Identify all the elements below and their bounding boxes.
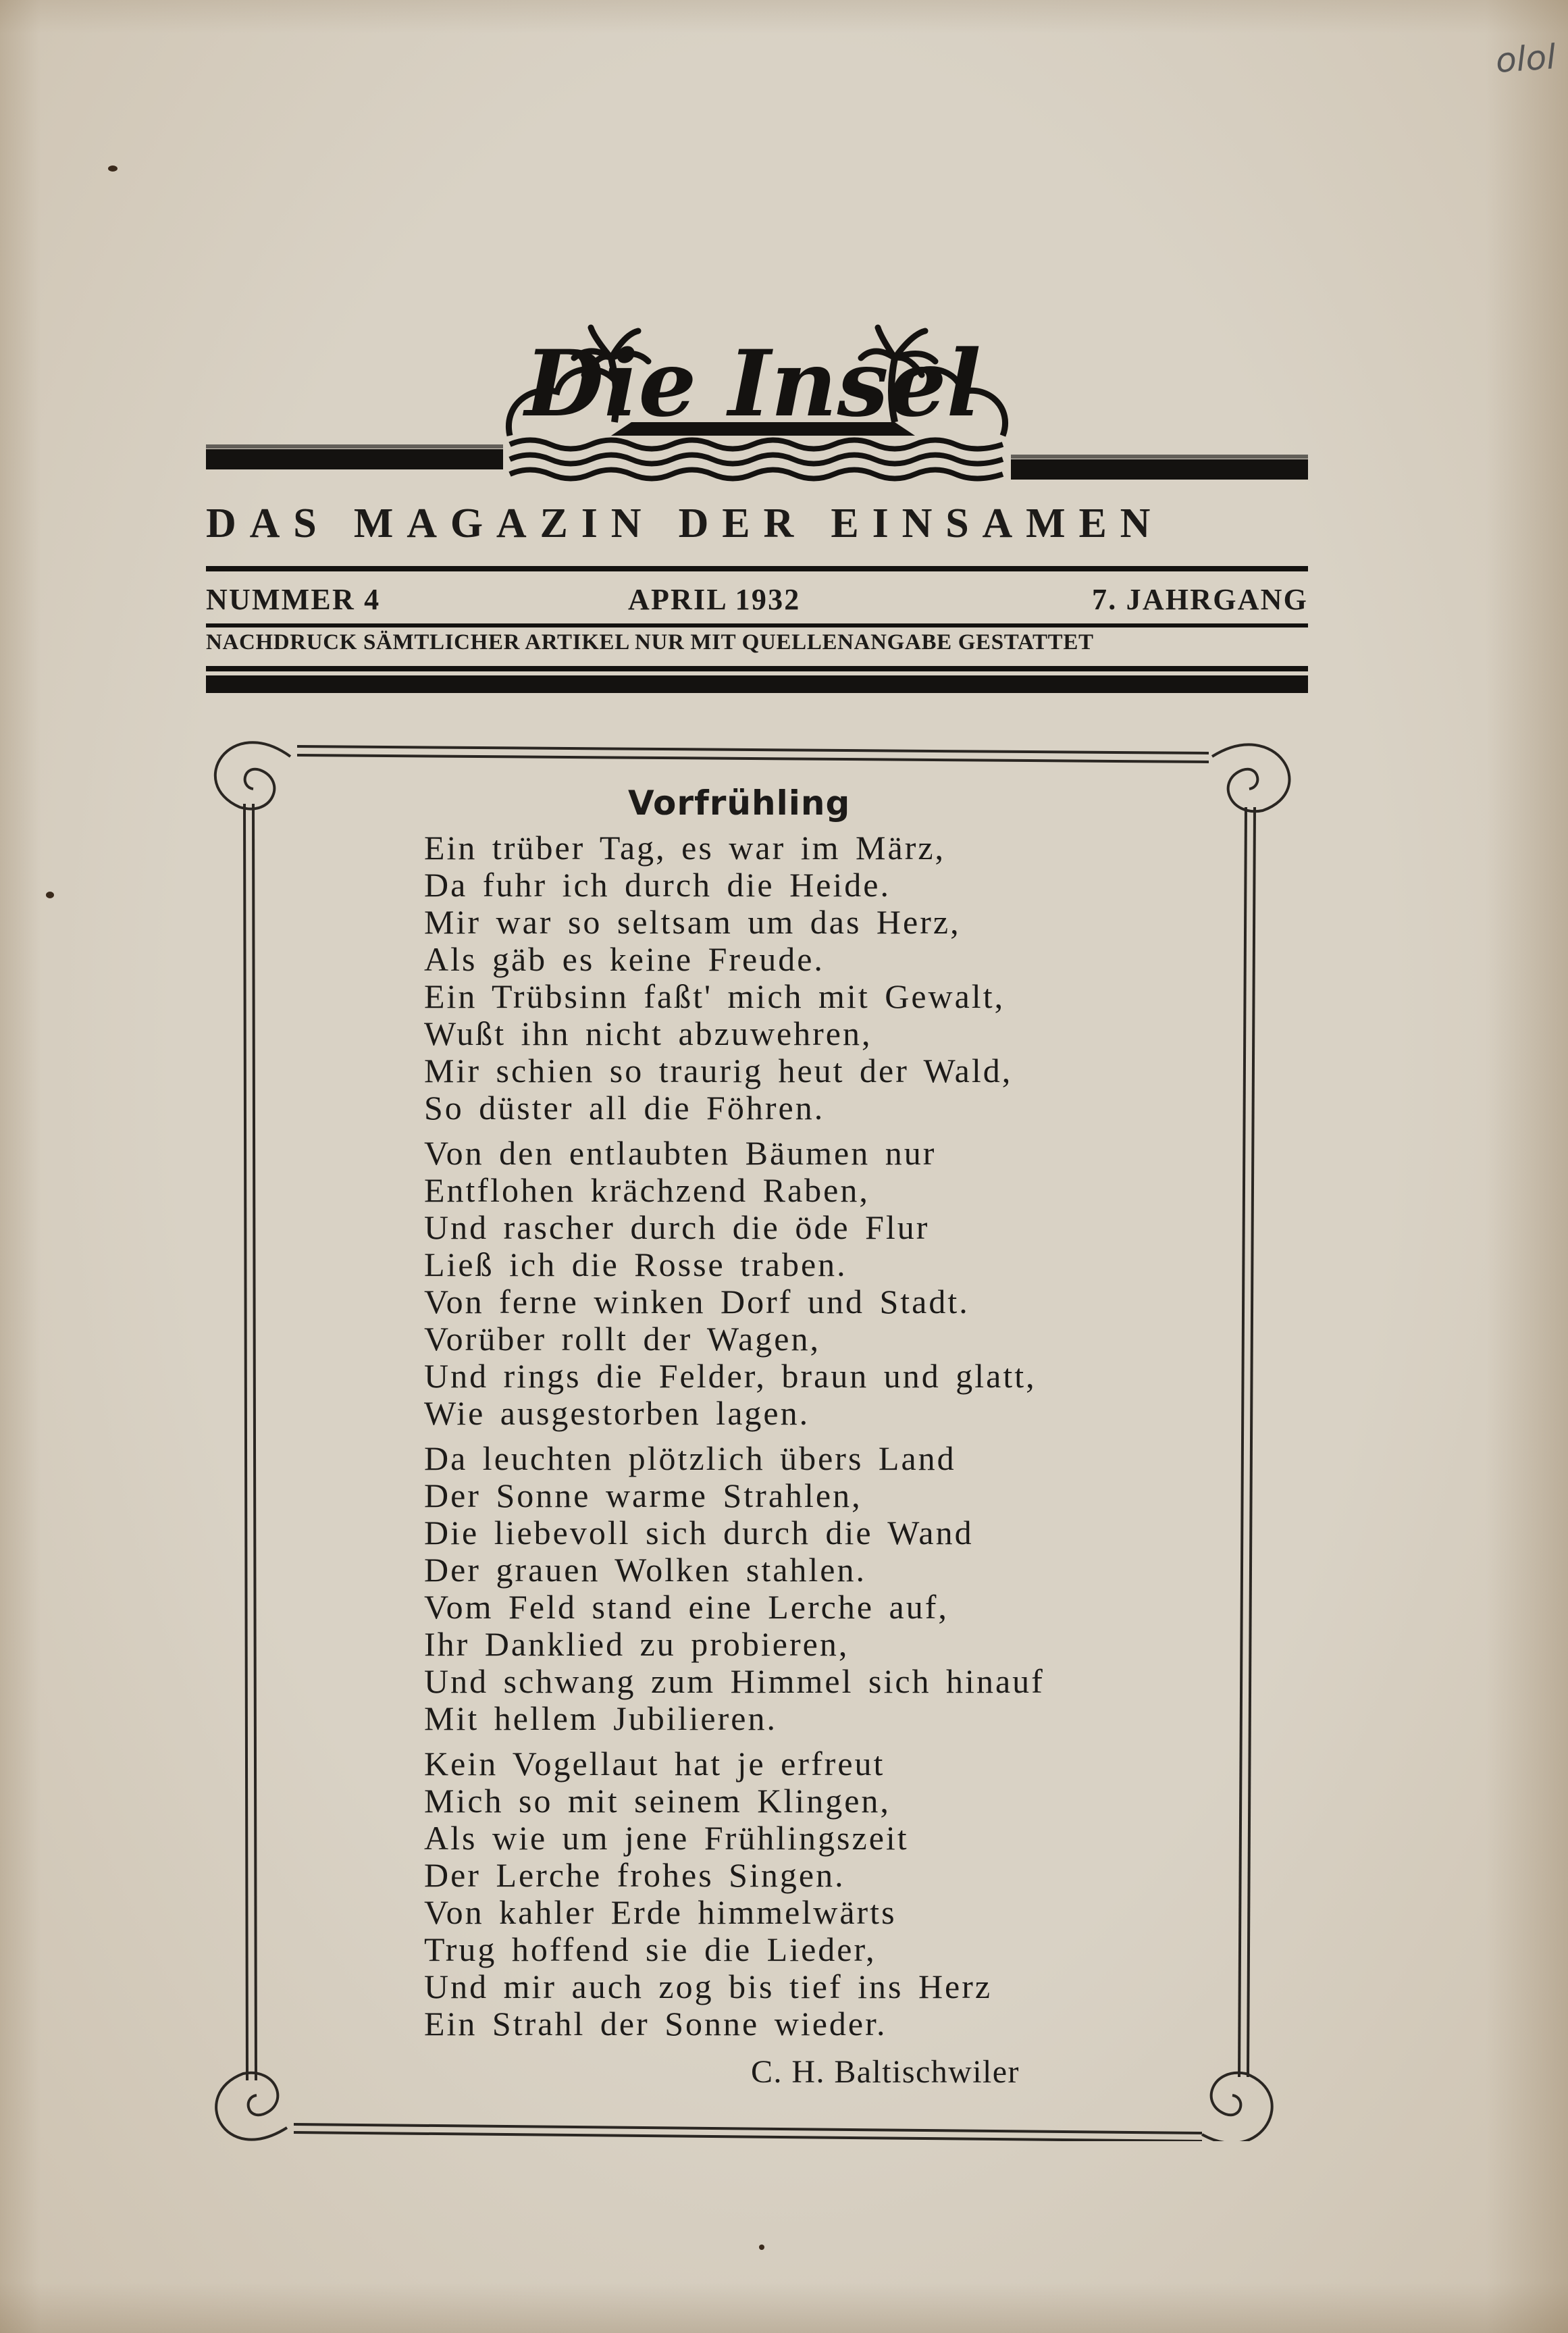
poem-line: Mir war so seltsam um das Herz,: [424, 903, 961, 941]
paper-speck: [108, 165, 117, 172]
poem-line: Ließ ich die Rosse traben.: [424, 1246, 847, 1283]
poem-line: Von kahler Erde himmelwärts: [424, 1893, 897, 1931]
poem-line: Wie ausgestorben lagen.: [424, 1394, 810, 1432]
issue-date: APRIL 1932: [628, 583, 801, 616]
poem-line: Wußt ihn nicht abzuwehren,: [424, 1015, 872, 1052]
poem-author: C. H. Baltischwiler: [751, 2054, 1020, 2090]
magazine-subtitle: DAS MAGAZIN DER EINSAMEN: [206, 501, 1164, 546]
stanza: [424, 1745, 1201, 2043]
stanza: [424, 1440, 1201, 1737]
poem-line: Die liebevoll sich durch die Wand: [424, 1514, 974, 1552]
logo-text: Die Insel: [525, 330, 981, 437]
rule: [206, 623, 1308, 627]
stanza: [424, 829, 1201, 1127]
stanza: [424, 1135, 1201, 1432]
rule: [206, 675, 1308, 693]
poem-line: Ihr Danklied zu probieren,: [424, 1625, 850, 1663]
poem-line: Ein trüber Tag, es war im März,: [424, 829, 946, 867]
poem-line: Kein Vogellaut hat je erfreut: [424, 1745, 885, 1783]
masthead: [206, 290, 1308, 709]
volume: 7. JAHRGANG: [1092, 583, 1308, 616]
paper-speck: [759, 2245, 764, 2250]
poem-line: Da leuchten plötzlich übers Land: [424, 1439, 956, 1477]
poem-line: Der Lerche frohes Singen.: [424, 1856, 845, 1894]
poem-line: Da fuhr ich durch die Heide.: [424, 866, 891, 904]
poem-line: So düster all die Föhren.: [424, 1089, 825, 1127]
poem-line: Vom Feld stand eine Lerche auf,: [424, 1588, 949, 1626]
poem-line: Mir schien so traurig heut der Wald,: [424, 1052, 1013, 1089]
poem-line: Trug hoffend sie die Lieder,: [424, 1930, 877, 1968]
poem-line: Ein Strahl der Sonne wieder.: [424, 2005, 887, 2043]
rule: [206, 566, 1308, 571]
poem-body: [424, 829, 1201, 2051]
poem-line: Als gäb es keine Freude.: [424, 940, 825, 978]
poem-line: Ein Trübsinn faßt' mich mit Gewalt,: [424, 977, 1005, 1015]
poem-line: Von den entlaubten Bäumen nur: [424, 1134, 937, 1172]
poem-line: Mich so mit seinem Klingen,: [424, 1782, 891, 1820]
issue-number: NUMMER 4: [206, 583, 381, 616]
logo-die-insel: [206, 290, 1308, 493]
pencil-note: olol: [1494, 36, 1557, 81]
poem-line: Und schwang zum Himmel sich hinauf: [424, 1662, 1045, 1700]
poem-line: Und rascher durch die öde Flur: [424, 1208, 930, 1246]
paper-speck: [46, 892, 54, 898]
poem-line: Der Sonne warme Strahlen,: [424, 1477, 862, 1514]
issue-meta: [206, 582, 1308, 623]
poem-line: Und rings die Felder, braun und glatt,: [424, 1357, 1037, 1395]
poem-line: Von ferne winken Dorf und Stadt.: [424, 1283, 970, 1321]
poem-line: Entflohen krächzend Raben,: [424, 1171, 870, 1209]
poem-line: Und mir auch zog bis tief ins Herz: [424, 1968, 993, 2005]
poem-title: Vorfrühling: [628, 784, 851, 823]
rule: [206, 666, 1308, 671]
reprint-notice: NACHDRUCK SÄMTLICHER ARTIKEL NUR MIT QUELLENANGABE GESTATTET: [206, 630, 1094, 655]
poem-line: Der grauen Wolken stahlen.: [424, 1551, 866, 1589]
poem-line: Als wie um jene Frühlingszeit: [424, 1819, 909, 1857]
poem-line: Vorüber rollt der Wagen,: [424, 1320, 820, 1358]
poem-line: Mit hellem Jubilieren.: [424, 1699, 777, 1737]
